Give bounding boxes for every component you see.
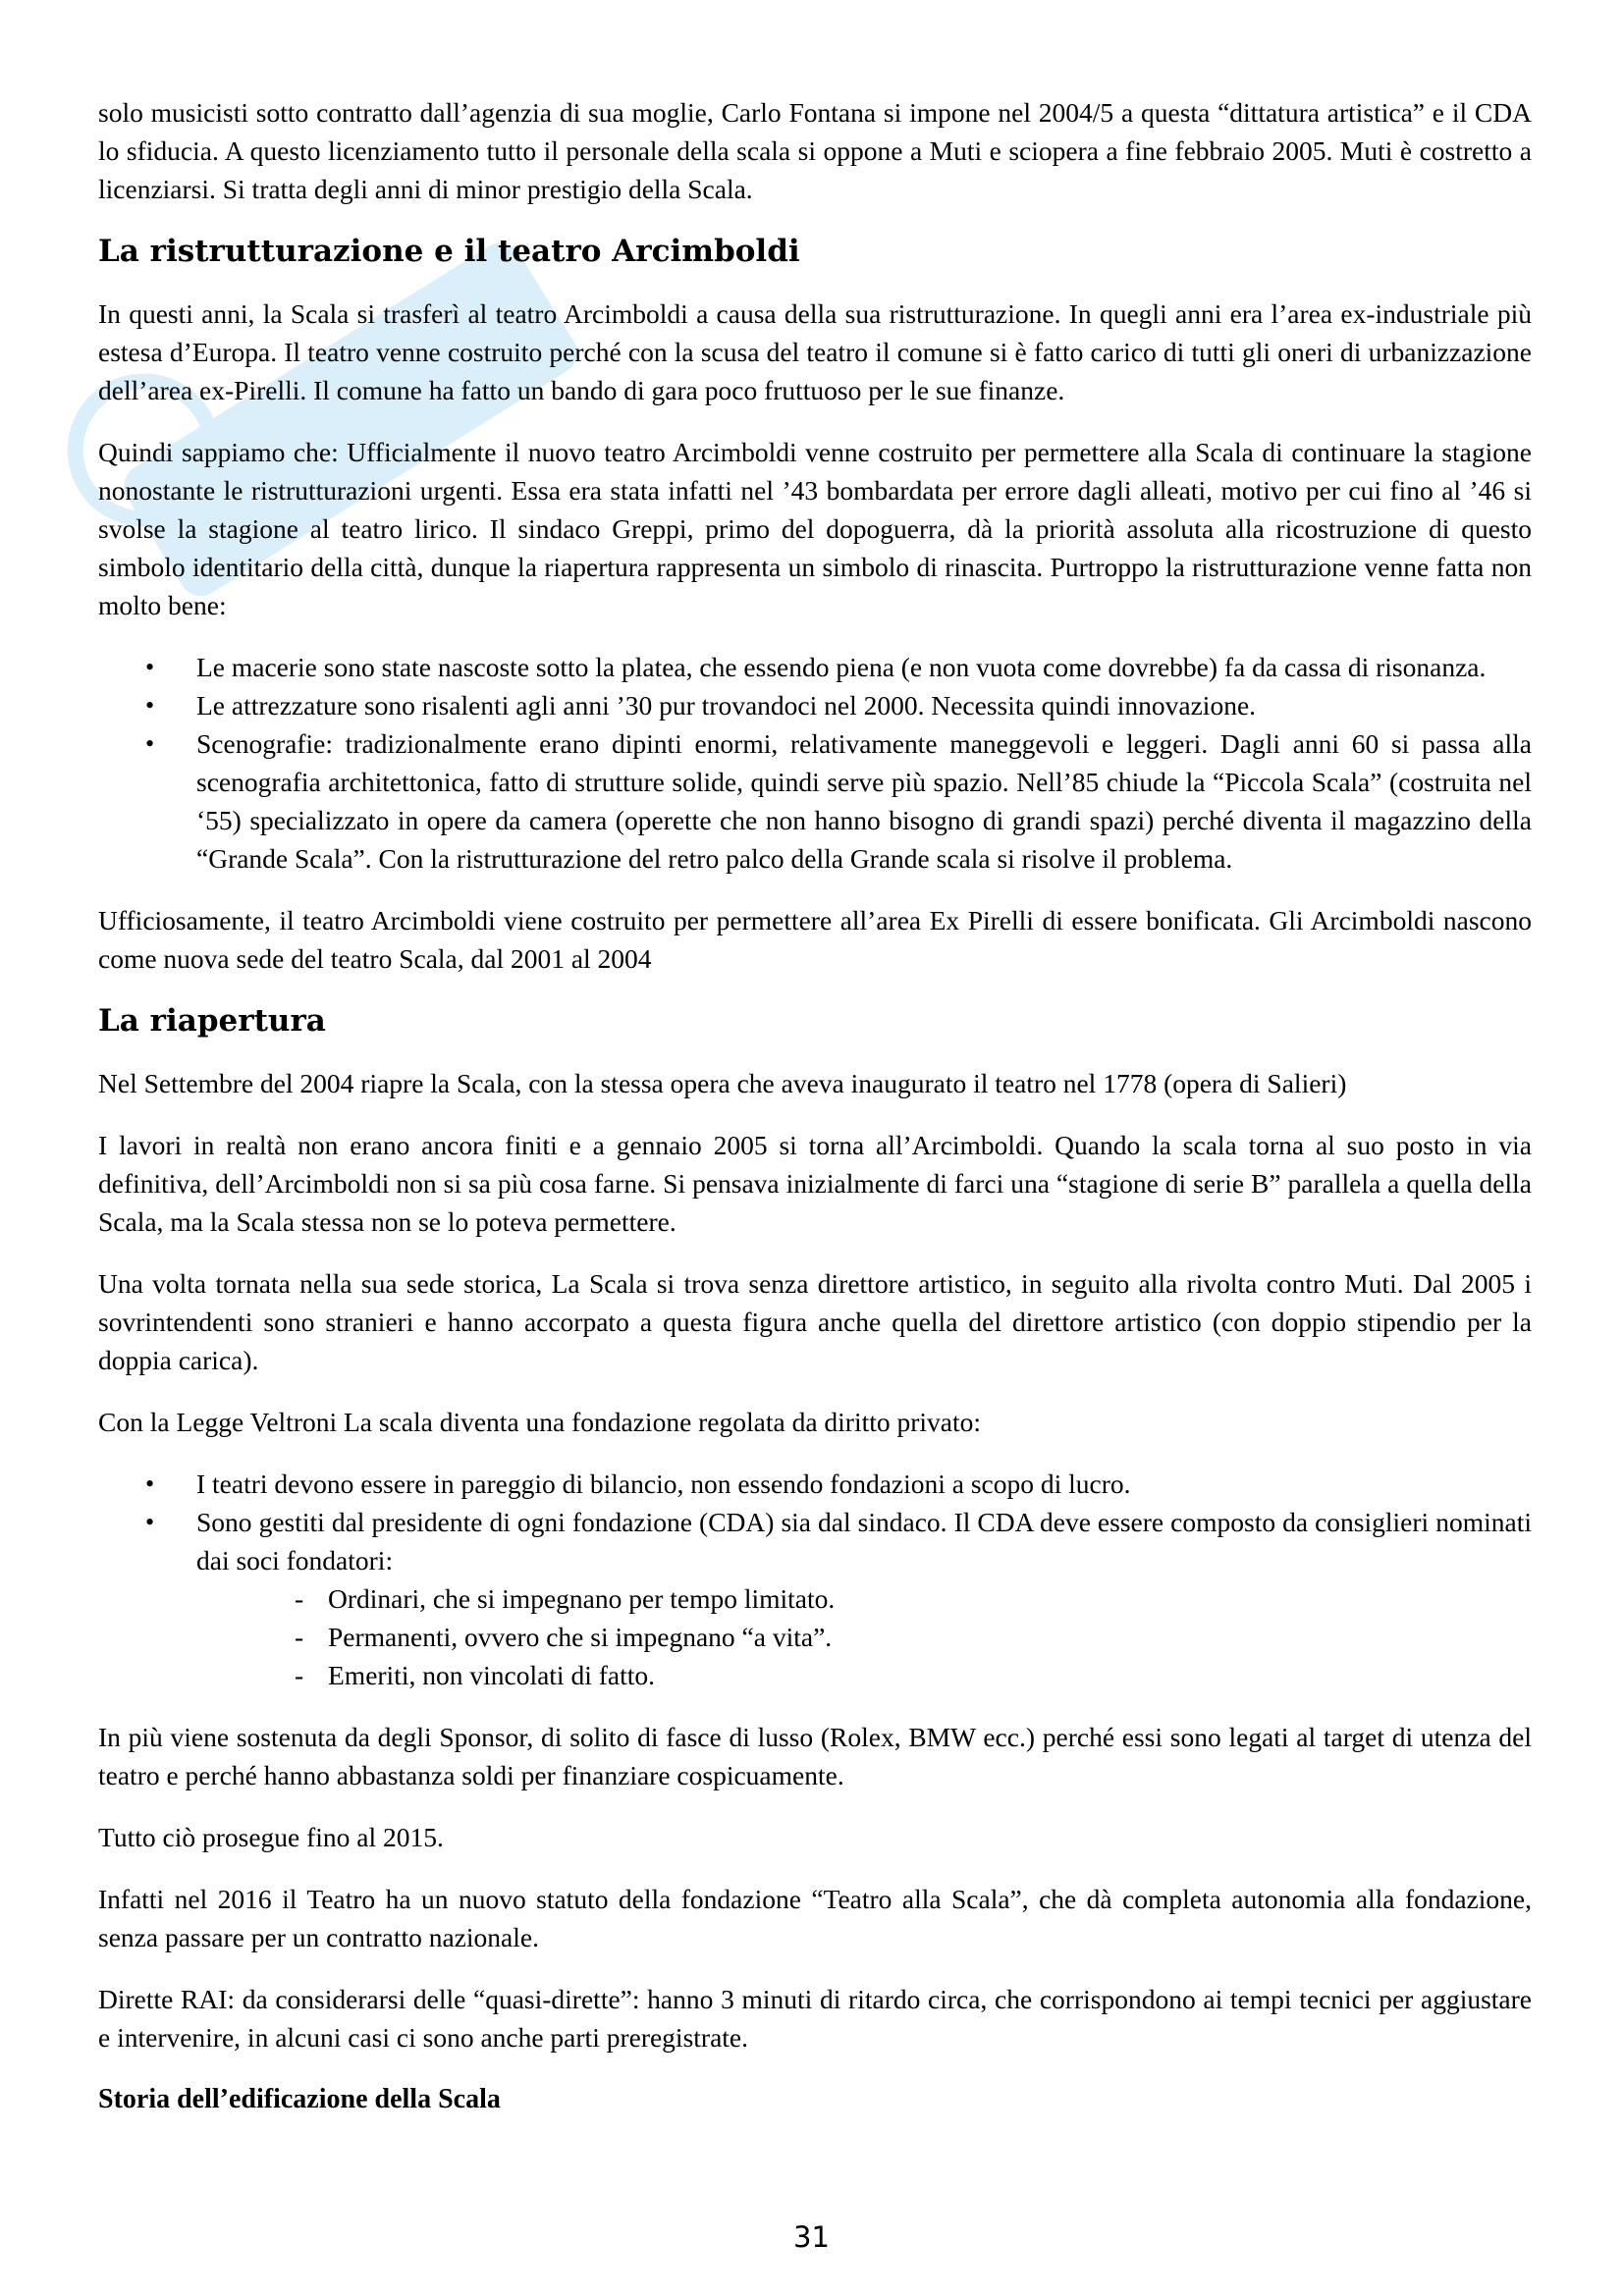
bullet-icon: • [145, 729, 155, 758]
list-item-text: Le attrezzature sono risalenti agli anni ’30 pur trovandoci nel 2000. Necessita quindi innovazione. [196, 690, 1257, 721]
dash-icon: - [295, 1583, 304, 1614]
list-item-text: Scenografie: tradizionalmente erano dipinti enormi, relativamente maneggevoli e leggeri. Dagli anni 60 si passa alla scenografia architettonica, fatto di strutture solide, quindi serve più spazio. Nell’85 chiude la “Piccola Scala” (costruita nel ‘55) specializzato in opere da camera (operette che non hanno bisogno di grandi spazi) perché diventa il magazzino della “Grande Scala”. Con la ristrutturazione del retro palco della Grande scala si risolve il problema. [196, 728, 1532, 874]
paragraph: Infatti nel 2016 il Teatro ha un nuovo statuto della fondazione “Teatro alla Scala”, che dà completa autonomia alla fondazione, senza passare per un contratto nazionale. [98, 1884, 1532, 1952]
sublist-item-text: Emeriti, non vincolati di fatto. [328, 1660, 655, 1690]
document-page [98, 93, 1532, 2119]
sublist-item [196, 1579, 1532, 1618]
section-heading: La riapertura [98, 1003, 326, 1039]
paragraph: I lavori in realtà non erano ancora finiti e a gennaio 2005 si torna all’Arcimboldi. Quando la scala torna al suo posto in via definitiva, dell’Arcimboldi non si sa più cosa farne. Si pensava inizialmente di farci una “stagione di serie B” parallela a quella della Scala, ma la Scala stessa non se lo poteva permettere. [98, 1130, 1532, 1237]
sublist-item [196, 1656, 1532, 1694]
bullet-icon: • [145, 653, 155, 681]
list-item-text: I teatri devono essere in pareggio di bilancio, non essendo fondazioni a scopo di lucro. [196, 1468, 1131, 1499]
sublist-item-text: Permanenti, ovvero che si impegnano “a vita”. [328, 1622, 833, 1652]
paragraph: Nel Settembre del 2004 riapre la Scala, con la stessa opera che aveva inaugurato il teatro nel 1778 (opera di Salieri) [98, 1068, 1347, 1098]
paragraph: Dirette RAI: da considerarsi delle “quasi-dirette”: hanno 3 minuti di ritardo circa, che corrispondono ai tempi tecnici per aggiustare e intervenire, in alcuni casi ci sono anche parti preregistrate. [98, 1984, 1532, 2053]
bullet-list [98, 648, 1532, 878]
paragraph: Ufficiosamente, il teatro Arcimboldi viene costruito per permettere all’area Ex Pirelli di essere bonificata. Gli Arcimboldi nascono come nuova sede del teatro Scala, dal 2001 al 2004 [98, 905, 1532, 974]
page-number: 31 [793, 2220, 830, 2254]
bullet-icon: • [145, 1469, 155, 1498]
sublist-item [196, 1618, 1532, 1656]
list-item [98, 648, 1532, 686]
subsection-heading: Storia dell’edificazione della Scala [98, 2084, 501, 2114]
paragraph: Tutto ciò prosegue fino al 2015. [98, 1822, 444, 1852]
paragraph: In questi anni, la Scala si trasferì al teatro Arcimboldi a causa della sua ristrutturazione. In quegli anni era l’area ex-industriale più estesa d’Europa. Il teatro venne costruito perché con la scusa del teatro il comune si è fatto carico di tutti gli oneri di urbanizzazione dell’area ex-Pirelli. Il comune ha fatto un bando di gara poco fruttuoso per le sue finanze. [98, 298, 1532, 405]
section-heading: La ristrutturazione e il teatro Arcimboldi [98, 234, 800, 269]
paragraph: solo musicisti sotto contratto dall’agenzia di sua moglie, Carlo Fontana si impone nel 2004/5 a questa “dittatura artistica” e il CDA lo sfiducia. A questo licenziamento tutto il personale della scala si oppone a Muti e sciopera a fine febbraio 2005. Muti è costretto a licenziarsi. Si tratta degli anni di minor prestigio della Scala. [98, 97, 1532, 204]
sublist-item-text: Ordinari, che si impegnano per tempo limitato. [328, 1583, 836, 1614]
bullet-list [98, 1465, 1532, 1694]
list-item [98, 1503, 1532, 1694]
dash-sublist [196, 1579, 1532, 1694]
paragraph: Con la Legge Veltroni La scala diventa una fondazione regolata da diritto privato: [98, 1407, 982, 1437]
bullet-icon: • [145, 691, 155, 720]
paragraph: Una volta tornata nella sua sede storica, La Scala si trova senza direttore artistico, in seguito alla rivolta contro Muti. Dal 2005 i sovrintendenti sono stranieri e hanno accorpato a questa figura anche quella del direttore artistico (con doppio stipendio per la doppia carica). [98, 1268, 1532, 1375]
bullet-icon: • [145, 1508, 155, 1536]
dash-icon: - [295, 1622, 304, 1652]
list-item-text: Sono gestiti dal presidente di ogni fondazione (CDA) sia dal sindaco. Il CDA deve essere composto da consiglieri nominati dai soci fondatori: [196, 1507, 1532, 1575]
list-item [98, 1465, 1532, 1503]
list-item-text: Le macerie sono state nascoste sotto la platea, che essendo piena (e non vuota come dovrebbe) fa da cassa di risonanza. [196, 652, 1487, 682]
list-item [98, 724, 1532, 878]
paragraph: Quindi sappiamo che: Ufficialmente il nuovo teatro Arcimboldi venne costruito per permettere alla Scala di continuare la stagione nonostante le ristrutturazioni urgenti. Essa era stata infatti nel ’43 bombardata per errore dagli alleati, motivo per cui fino al ’46 si svolse la stagione al teatro lirico. Il sindaco Greppi, primo del dopoguerra, dà la priorità assoluta alla ricostruzione di questo simbolo identitario della città, dunque la riapertura rappresenta un simbolo di rinascita. Purtroppo la ristrutturazione venne fatta non molto bene: [98, 437, 1532, 620]
list-item [98, 686, 1532, 724]
dash-icon: - [295, 1660, 304, 1690]
paragraph: In più viene sostenuta da degli Sponsor, di solito di fasce di lusso (Rolex, BMW ecc.) perché essi sono legati al target di utenza del teatro e perché hanno abbastanza soldi per finanziare cospicuamente. [98, 1722, 1532, 1790]
